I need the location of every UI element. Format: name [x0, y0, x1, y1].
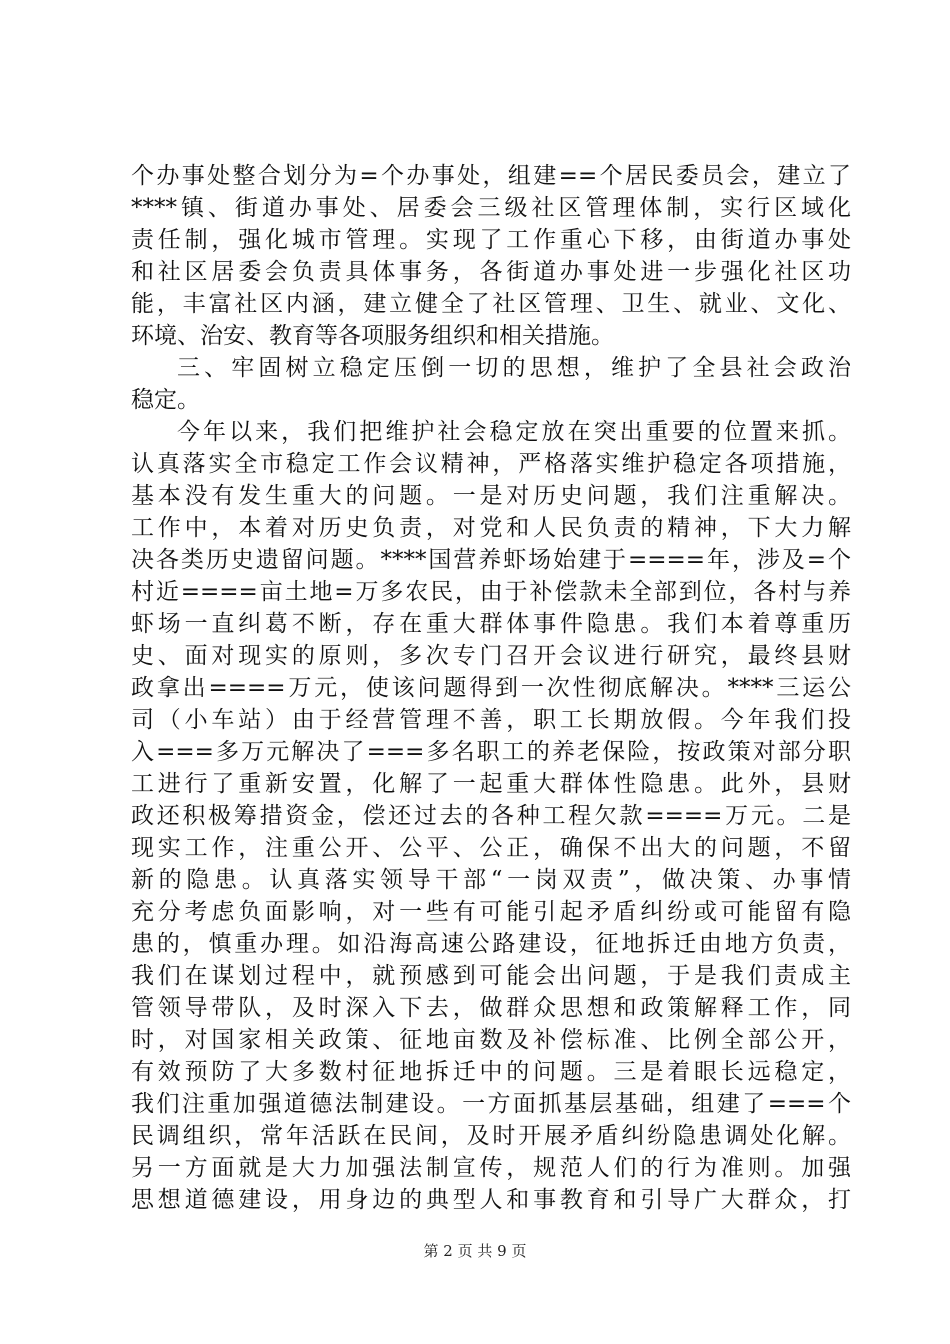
body-text-line: 三、牢固树立稳定压倒一切的思想，维护了全县社会政治: [177, 355, 851, 381]
body-text-line: 时，对国家相关政策、征地亩数及补偿标准、比例全部公开，: [131, 1027, 851, 1053]
body-text-line: 管领导带队，及时深入下去，做群众思想和政策解释工作，同: [131, 995, 851, 1021]
body-text-line: 能，丰富社区内涵，建立健全了社区管理、卫生、就业、文化、: [131, 291, 851, 317]
body-text-line: 今年以来，我们把维护社会稳定放在突出重要的位置来抓。: [177, 419, 851, 445]
body-text-line: 另一方面就是大力加强法制宣传，规范人们的行为准则。加强: [131, 1155, 851, 1181]
page-footer: 第 2 页 共 9 页: [423, 1242, 527, 1260]
body-text-line: 民调组织，常年活跃在民间，及时开展矛盾纠纷隐患调处化解。: [131, 1123, 851, 1149]
body-text-line: 政拿出====万元，使该问题得到一次性彻底解决。****三运公: [131, 675, 851, 701]
body-text-line: 个办事处整合划分为=个办事处，组建==个居民委员会，建立了: [131, 163, 851, 189]
body-text-line: 责任制，强化城市管理。实现了工作重心下移，由街道办事处: [131, 227, 851, 253]
body-text-line: 决各类历史遗留问题。****国营养虾场始建于====年，涉及=个: [131, 547, 851, 573]
body-text-line: ****镇、街道办事处、居委会三级社区管理体制，实行区域化: [131, 195, 851, 221]
body-text-line: 思想道德建设，用身边的典型人和事教育和引导广大群众，打: [131, 1187, 851, 1213]
body-text-line: 新的隐患。认真落实领导干部“一岗双责”，做决策、办事情: [131, 867, 851, 893]
body-text-line: 环境、治安、教育等各项服务组织和相关措施。: [131, 323, 614, 349]
body-text-line: 村近====亩土地=万多农民，由于补偿款未全部到位，各村与养: [131, 579, 851, 605]
body-text-line: 充分考虑负面影响，对一些有可能引起矛盾纠纷或可能留有隐: [131, 899, 851, 925]
body-text-line: 政还积极筹措资金，偿还过去的各种工程欠款====万元。二是: [131, 803, 851, 829]
body-text-line: 入===多万元解决了===多名职工的养老保险，按政策对部分职: [131, 739, 851, 765]
body-text-line: 和社区居委会负责具体事务，各街道办事处进一步强化社区功: [131, 259, 851, 285]
body-text-line: 认真落实全市稳定工作会议精神，严格落实维护稳定各项措施，: [131, 451, 851, 477]
body-text-line: 虾场一直纠葛不断，存在重大群体事件隐患。我们本着尊重历: [131, 611, 851, 637]
body-text-line: 现实工作，注重公开、公平、公正，确保不出大的问题，不留: [131, 835, 851, 861]
body-text-line: 工作中，本着对历史负责，对党和人民负责的精神，下大力解: [131, 515, 851, 541]
body-text-line: 司（小车站）由于经营管理不善，职工长期放假。今年我们投: [131, 707, 851, 733]
body-text-line: 我们在谋划过程中，就预感到可能会出问题，于是我们责成主: [131, 963, 851, 989]
body-text-line: 基本没有发生重大的问题。一是对历史问题，我们注重解决。: [131, 483, 851, 509]
body-text-line: 患的，慎重办理。如沿海高速公路建设，征地拆迁由地方负责，: [131, 931, 851, 957]
body-text-line: 工进行了重新安置，化解了一起重大群体性隐患。此外，县财: [131, 771, 851, 797]
body-text-line: 有效预防了大多数村征地拆迁中的问题。三是着眼长远稳定，: [131, 1059, 851, 1085]
body-text-line: 我们注重加强道德法制建设。一方面抓基层基础，组建了===个: [131, 1091, 851, 1117]
document-body: [131, 160, 851, 1216]
body-text-line: 史、面对现实的原则，多次专门召开会议进行研究，最终县财: [131, 643, 851, 669]
body-text-line: 稳定。: [131, 387, 200, 413]
